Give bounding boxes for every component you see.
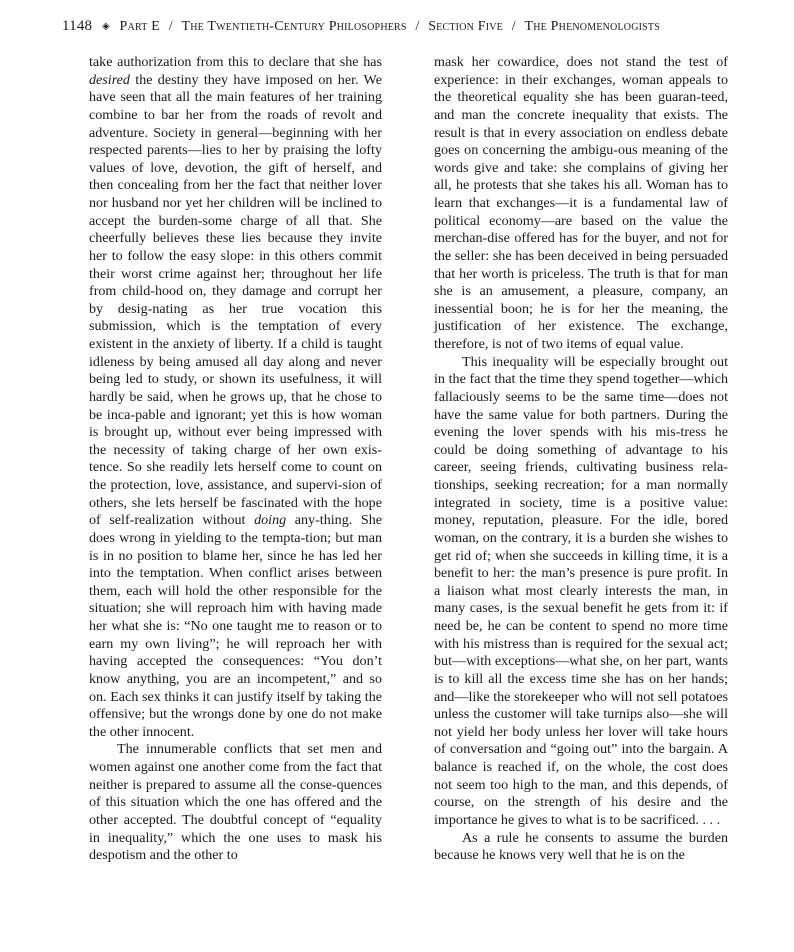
right-paragraph-3: As a rule he consents to assume the burden because he knows very well that he is on the <box>434 829 728 864</box>
left-paragraph-2: The innumerable conflicts that set men and women against one another come from the fact that neither is prepared to assume all the conse-quences of this situation which the one has offered and the other accepted. The doubtful concept of “equality in inequality,” which the one uses to mask his despotism and the other to <box>89 741 382 864</box>
text-run: the destiny they have imposed on her. We have seen that all the main features of her training combine to bar her from the roads of revolt and adventure. Society in general—beginning with her respected parents—lies to her by praising the lofty values of love, devotion, the gift of herself, and then concealing from her the fact that neither lover nor husband nor yet her children will be inclined to accept the burden-some charge of all that. She cheerfully believes these lies because they invite her to follow the easy slope: in this others commit their worst crime against her; throughout her life from child-hood on, they damage and corrupt her by desig-nating as her true vocation this submission, which is the temptation of every existent in the anxiety of liberty. If a child is taught idleness by being amused all day along and never being led to study, or shown its usefulness, it will hardly be said, when he grows up, that he chose to be inca-pable and ignorant; yet this is how woman is brought up, without ever being impressed with the necessity of taking charge of her own exis-tence. So she readily lets herself come to count on the protection, love, assistance, and supervi-sion of others, she lets herself be fascinated with the hope of self-realization without <box>89 71 382 529</box>
running-header <box>62 18 742 40</box>
left-paragraph-1 <box>89 54 382 741</box>
left-column <box>89 54 382 865</box>
emphasis-desired: desired <box>89 71 130 88</box>
text-run: any-thing. She does wrong in yielding to the tempta-tion; but man is in no position to blame her, since he has led her into the temptation. When conflict arises between them, each will hold the other responsible for the situation; she will reproach him with having made her what she is: “No one taught me to reason or to earn my own living”; he will reproach her with having accepted the consequences: “You don’t know anything, you are an incompetent,” and so on. Each sex thinks it can justify itself by taking the offensive; but the wrongs done by one do not make the other innocent. <box>89 512 383 740</box>
right-column <box>434 54 728 865</box>
emphasis-doing: doing <box>254 512 287 529</box>
diamond-ornament-icon: ◈ <box>101 21 110 32</box>
page-number: 1148 <box>62 18 93 34</box>
header-section: Section Five <box>428 19 503 34</box>
header-book-title: The Twentieth-Century Philosophers <box>181 19 407 34</box>
header-separator: / <box>168 19 173 34</box>
header-section-title: The Phenomenologists <box>524 19 660 34</box>
header-part: Part E <box>119 19 160 34</box>
right-paragraph-1: mask her cowardice, does not stand the test of experience: in their exchanges, woman appeals to the theoretical equality she has been guaran-teed, and man the concrete inequality that exists. The result is that in every association on endless debate goes on concerning the ambigu-ous meaning of the words give and take: she complains of giving her all, he protests that she takes his all. Woman has to learn that exchanges—it is a fundamental law of political economy—are based on the value the merchan-dise offered has for the buyer, and not for the seller: she has been deceived in being persuaded that her worth is priceless. The truth is that for man she is an amusement, a pleasure, company, an inessential boon; he is for her the meaning, the justification of her existence. The exchange, therefore, is not of two items of equal value. <box>434 54 728 352</box>
header-separator: / <box>511 19 516 34</box>
right-paragraph-2: This inequality will be especially brought out in the fact that the time they spend together—which fallaciously seems to be the same time—does not have the same value for both partners. During the evening the lover spends with his mis-tress he could be doing something of advantage to his career, seeing friends, cultivating business rela-tionships, seeking recreation; for a man normally integrated in society, time is a positive value: money, reputation, pleasure. For the idle, bored woman, on the contrary, it is a burden she wishes to get rid of; when she succeeds in killing time, it is a benefit to her: the man’s presence is pure profit. In a liaison what most clearly interests the man, in many cases, is the sexual benefit he gets from it: if need be, he can be content to spend no more time with his mistress than is required for the sexual act; but—with exceptions—what she, on her part, wants is to kill all the excess time she has on her hands; and—like the storekeeper who will not sell potatoes unless the customer will take turnips also—she will not yield her body unless her lover will take hours of conversation and “going out” into the bargain. A balance is reached if, on the whole, the cost does not seem too high to the man, and this depends, of course, on the strength of his desire and the importance he gives to what is to be sacrificed. . . . <box>434 353 728 828</box>
header-separator: / <box>415 19 420 34</box>
text-run: take authorization from this to declare that she has <box>89 54 382 70</box>
